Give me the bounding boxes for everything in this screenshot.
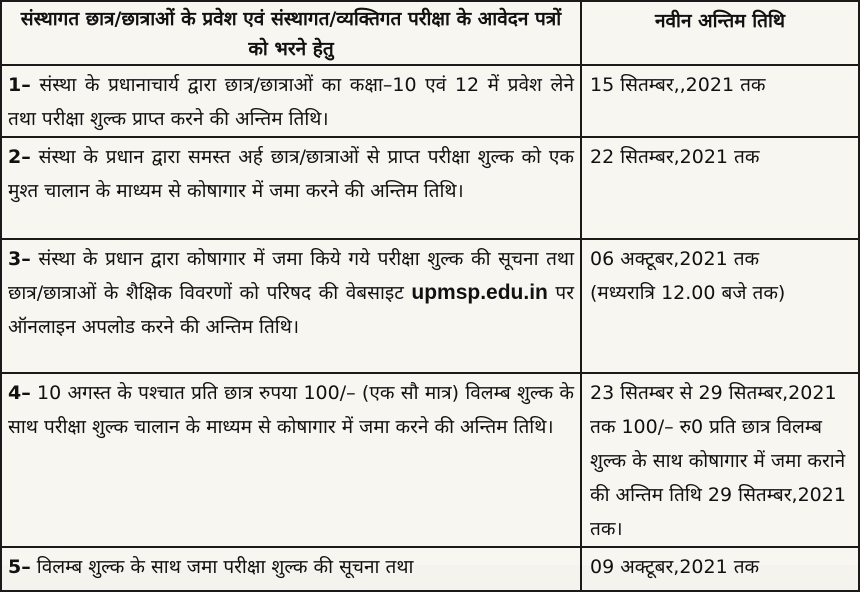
table-row bbox=[1, 547, 859, 591]
deadline-text: 22 सितम्बर,2021 तक bbox=[590, 146, 760, 168]
row-deadline bbox=[581, 239, 859, 373]
table-row bbox=[1, 239, 859, 373]
row-description-text-end: पर ऑनलाइन अपलोड करने की अन्तिम तिथि। bbox=[8, 282, 574, 338]
row-number: 2– bbox=[8, 146, 31, 168]
row-deadline bbox=[581, 373, 859, 547]
deadline-text: 23 सितम्बर से 29 सितम्बर,2021 तक 100/– रु0 प्रति छात्र विलम्ब शुल्क के साथ कोषागार में जमा कराने की अन्तिम तिथि 29 सितम्बर,2021 तक। bbox=[590, 382, 846, 540]
table-row bbox=[1, 373, 859, 547]
table-header-row bbox=[1, 1, 859, 65]
website-link-text: upmsp.edu.in bbox=[411, 281, 548, 304]
row-description-text: 10 अगस्त के पश्चात प्रति छात्र रुपया 100/– (एक सौ मात्र) विलम्ब शुल्क के साथ परीक्षा शुल्क चालान के माध्यम से कोषागार में जमा करने की अन्तिम तिथि। bbox=[8, 382, 574, 438]
row-number: 5– bbox=[8, 556, 31, 578]
deadline-note: (मध्यरात्रि 12.00 बजे तक) bbox=[590, 282, 786, 304]
row-description bbox=[1, 547, 581, 591]
deadline-text: 06 अक्टूबर,2021 तक bbox=[590, 248, 760, 270]
row-description-text: विलम्ब शुल्क के साथ जमा परीक्षा शुल्क की सूचना तथा bbox=[36, 556, 414, 578]
table-row bbox=[1, 65, 859, 137]
row-description bbox=[1, 239, 581, 373]
row-number: 4– bbox=[8, 382, 31, 404]
row-description bbox=[1, 65, 581, 137]
row-description-text: संस्था के प्रधान द्वारा समस्त अर्ह छात्र/छात्राओं से प्राप्त परीक्षा शुल्क को एक मुश्त चालान के माध्यम से कोषागार में जमा करने की अन्तिम तिथि। bbox=[8, 146, 574, 202]
header-description: संस्थागत छात्र/छात्राओं के प्रवेश एवं संस्थागत/व्यक्तिगत परीक्षा के आवेदन पत्रों को भरने हेतु bbox=[1, 1, 581, 65]
deadline-text: 15 सितम्बर,,2021 तक bbox=[590, 74, 766, 96]
row-deadline bbox=[581, 547, 859, 591]
row-number: 1– bbox=[8, 74, 31, 96]
row-number: 3– bbox=[8, 248, 31, 270]
row-description-text: संस्था के प्रधान द्वारा कोषागार में जमा किये गये परीक्षा शुल्क की सूचना तथा छात्र/छात्राओं के शैक्षिक विवरणों को परिषद की वेबसाइट bbox=[8, 248, 574, 304]
header-deadline: नवीन अन्तिम तिथि bbox=[581, 1, 859, 65]
table-row bbox=[1, 137, 859, 239]
deadline-text: 09 अक्टूबर,2021 तक bbox=[590, 556, 760, 578]
row-deadline bbox=[581, 137, 859, 239]
row-description bbox=[1, 373, 581, 547]
row-description-text: संस्था के प्रधानाचार्य द्वारा छात्र/छात्राओं का कक्षा–10 एवं 12 में प्रवेश लेने तथा परीक्षा शुल्क प्राप्त करने की अन्तिम तिथि। bbox=[8, 74, 574, 130]
row-deadline bbox=[581, 65, 859, 137]
row-description bbox=[1, 137, 581, 239]
